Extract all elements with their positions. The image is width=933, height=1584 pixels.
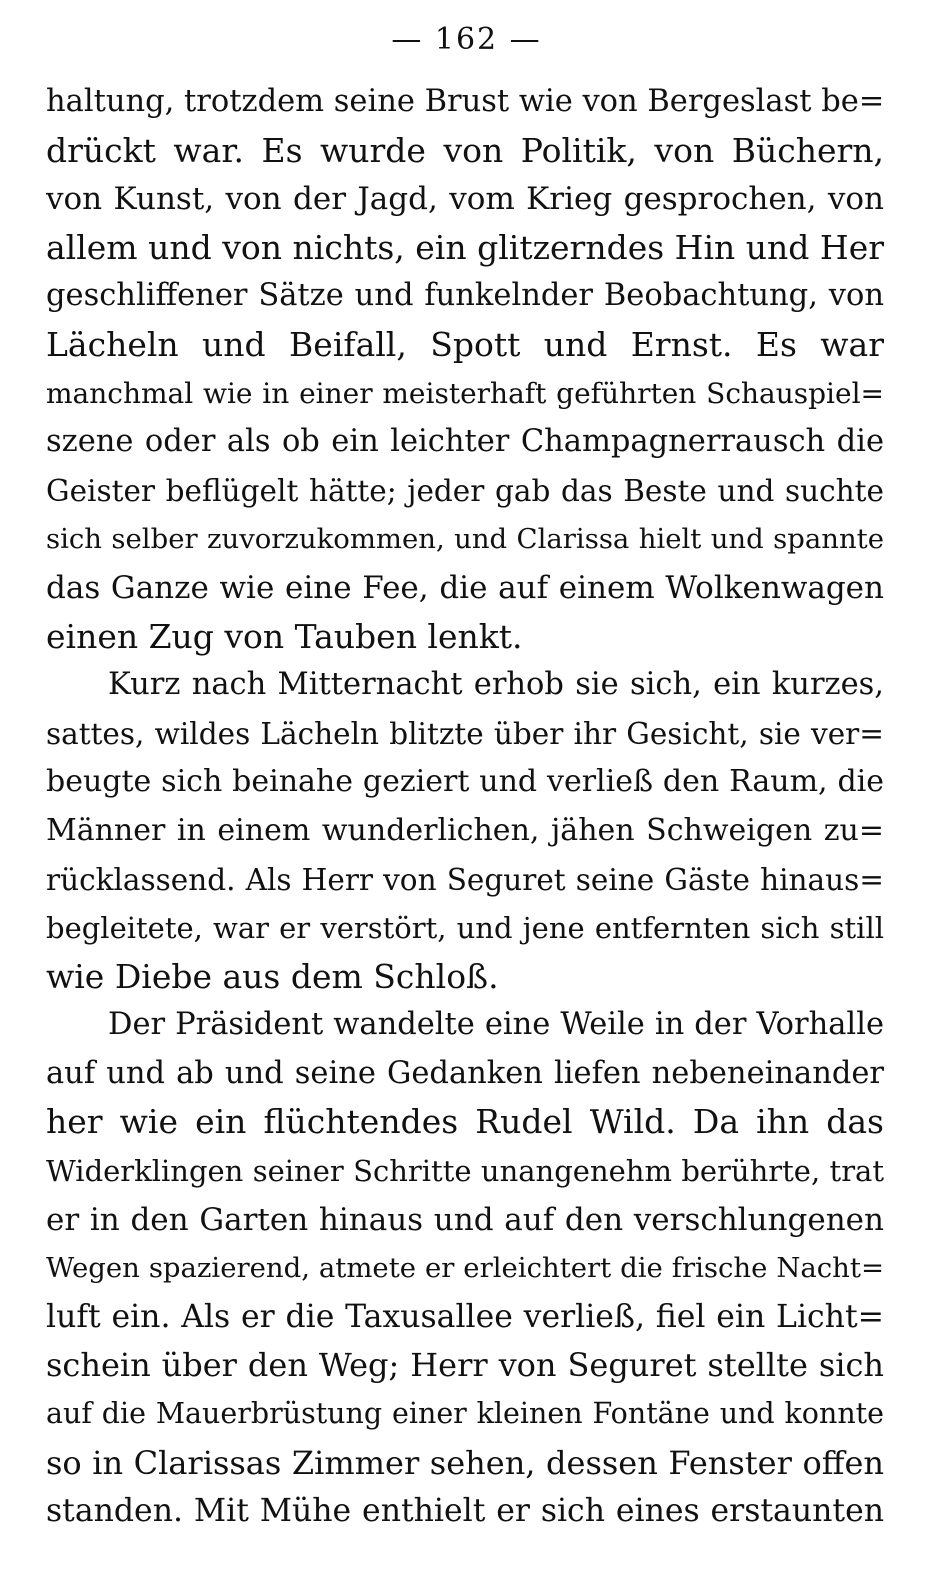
text-line: her wie ein flüchtendes Rudel Wild. Da ihn das [46, 1102, 884, 1142]
text-line: auf und ab und seine Gedanken liefen nebeneinander [46, 1055, 884, 1091]
text-line: einen Zug von Tauben lenkt. [46, 616, 523, 656]
text-line: auf die Mauerbrüstung einer kleinen Fontäne und konnte [46, 1397, 884, 1431]
text-line: standen. Mit Mühe enthielt er sich eines erstaunten [46, 1493, 884, 1530]
text-line: Kurz nach Mitternacht erhob sie sich, ein kurzes, [108, 667, 884, 703]
text-line: begleitete, war er verstört, und jene entfernten sich still [46, 911, 884, 946]
text-line: Geister beflügelt hätte; jeder gab das Beste und suchte [46, 473, 884, 508]
text-line: Wegen spazierend, atmete er erleichtert die frische Nacht= [46, 1252, 884, 1285]
text-line: sattes, wildes Lächeln blitzte über ihr Gesicht, sie ver= [46, 716, 884, 751]
page-number: — 162 — [391, 22, 542, 57]
text-line: manchmal wie in einer meisterhaft geführten Schauspiel= [46, 376, 884, 410]
text-line: allem und von nichts, ein glitzerndes Hin und Her [46, 227, 884, 267]
text-line: haltung, trotzdem seine Brust wie von Bergeslast be= [46, 84, 884, 119]
text-line: beugte sich beinahe geziert und verließ den Raum, die [46, 764, 884, 800]
text-line: drückt war. Es wurde von Politik, von Büchern, [46, 130, 884, 170]
text-line: das Ganze wie eine Fee, die auf einem Wolkenwagen [46, 569, 884, 606]
text-line: luft ein. Als er die Taxusallee verließ, fiel ein Licht= [46, 1298, 884, 1335]
text-line: sich selber zuvorzukommen, und Clarissa hielt und spannte [46, 523, 884, 556]
body-text [46, 78, 884, 1536]
text-line: Männer in einem wunderlichen, jähen Schweigen zu= [46, 812, 884, 848]
text-line: er in den Garten hinaus und auf den verschlungenen [46, 1201, 884, 1238]
text-line: schein über den Weg; Herr von Seguret stellte sich [46, 1346, 884, 1385]
text-line: wie Diebe aus dem Schloß. [46, 956, 499, 996]
text-line: rücklassend. Als Herr von Seguret seine Gäste hinaus= [46, 862, 884, 897]
text-line: Der Präsident wandelte eine Weile in der Vorhalle [108, 1007, 884, 1043]
text-line: Lächeln und Beifall, Spott und Ernst. Es war [46, 324, 884, 364]
text-line: so in Clarissas Zimmer sehen, dessen Fenster offen [46, 1443, 884, 1482]
text-line: von Kunst, von der Jagd, vom Krieg gesprochen, von [46, 181, 884, 218]
text-line: geschliffener Sätze und funkelnder Beobachtung, von [46, 278, 884, 314]
text-line: Widerklingen seiner Schritte unangenehm berührte, trat [46, 1154, 884, 1189]
text-line: szene oder als ob ein leichter Champagnerrausch die [46, 424, 884, 460]
